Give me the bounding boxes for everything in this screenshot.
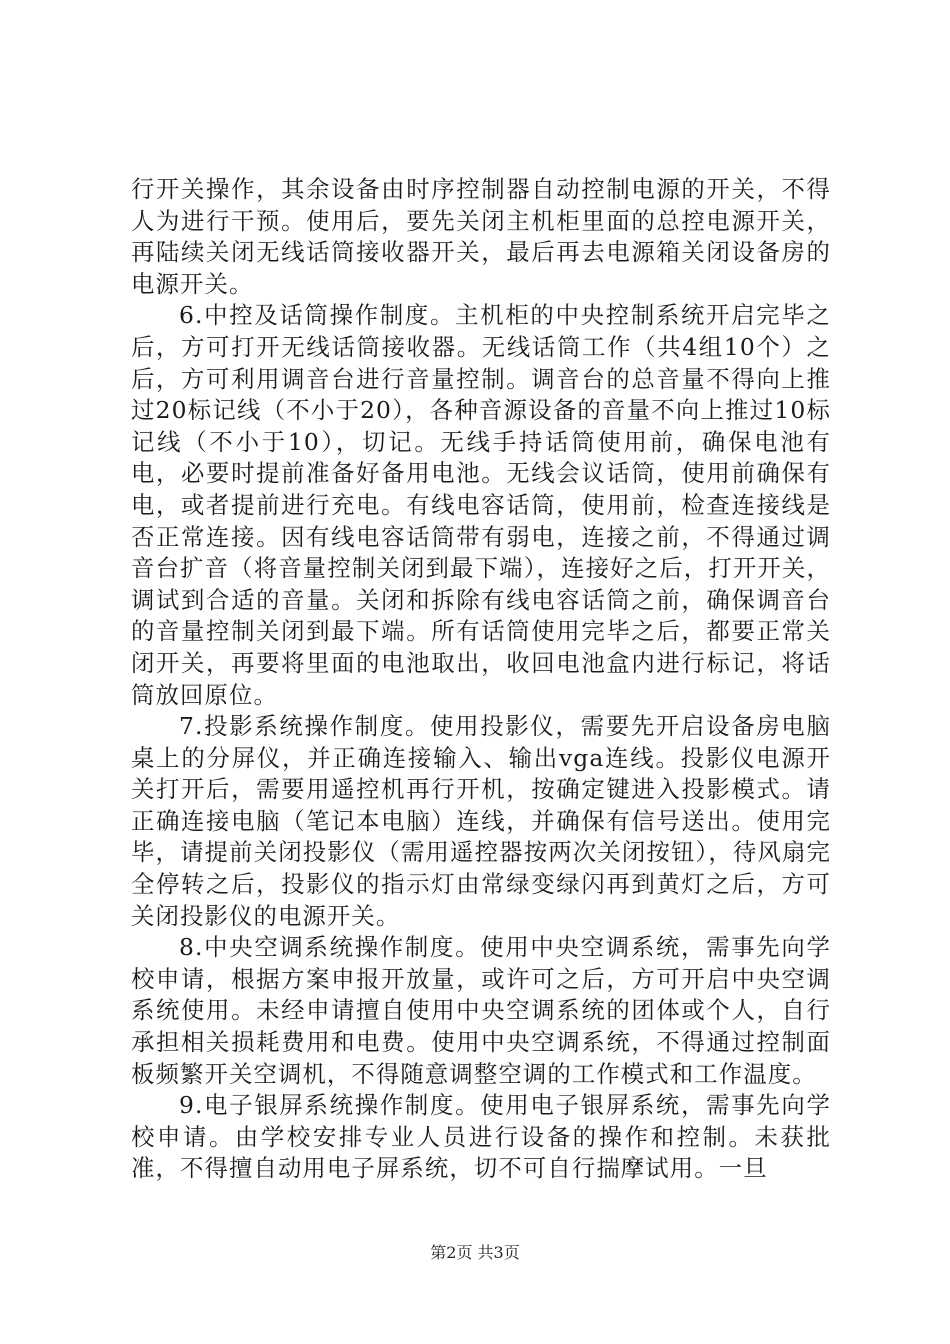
paragraph-continued: 行开关操作，其余设备由时序控制器自动控制电源的开关，不得人为进行干预。使用后，要先关闭主机柜里面的总控电源开关，再陆续关闭无线话筒接收器开关，最后再去电源箱关闭设备房的电源开关。	[131, 175, 831, 298]
paragraph-item-9: 9.电子银屏系统操作制度。使用电子银屏系统，需事先向学校申请。由学校安排专业人员进行设备的操作和控制。未获批准，不得擅自动用电子屏系统，切不可自行揣摩试用。一旦	[131, 1091, 831, 1183]
paragraph-item-8: 8.中央空调系统操作制度。使用中央空调系统，需事先向学校申请，根据方案申报开放量，或许可之后，方可开启中央空调系统使用。未经申请擅自使用中央空调系统的团体或个人，自行承担相关损耗费用和电费。使用中央空调系统，不得通过控制面板频繁开关空调机，不得随意调整空调的工作模式和工作温度。	[131, 933, 831, 1088]
paragraph-item-7: 7.投影系统操作制度。使用投影仪，需要先开启设备房电脑桌上的分屏仪，并正确连接输入、输出vga连线。投影仪电源开关打开后，需要用遥控机再行开机，按确定键进入投影模式。请正确连接电脑（笔记本电脑）连线，并确保有信号送出。使用完毕，请提前关闭投影仪（需用遥控器按两次关闭按钮），待风扇完全停转之后，投影仪的指示灯由常绿变绿闪再到黄灯之后，方可关闭投影仪的电源开关。	[131, 712, 831, 930]
document-body	[131, 174, 831, 1185]
paragraph-item-6: 6.中控及话筒操作制度。主机柜的中央控制系统开启完毕之后，方可打开无线话筒接收器。无线话筒工作（共4组10个）之后，方可利用调音台进行音量控制。调音台的总音量不得向上推过20标记线（不小于20），各种音源设备的音量不向上推过10标记线（不小于10），切记。无线手持话筒使用前，确保电池有电，必要时提前准备好备用电池。无线会议话筒，使用前确保有电，或者提前进行充电。有线电容话筒，使用前，检查连接线是否正常连接。因有线电容话筒带有弱电，连接之前，不得通过调音台扩音（将音量控制关闭到最下端），连接好之后，打开开关，调试到合适的音量。关闭和拆除有线电容话筒之前，确保调音台的音量控制关闭到最下端。所有话筒使用完毕之后，都要正常关闭开关，再要将里面的电池取出，收回电池盒内进行标记，将话筒放回原位。	[131, 301, 831, 709]
page-footer: 第2页 共3页	[430, 1243, 520, 1262]
